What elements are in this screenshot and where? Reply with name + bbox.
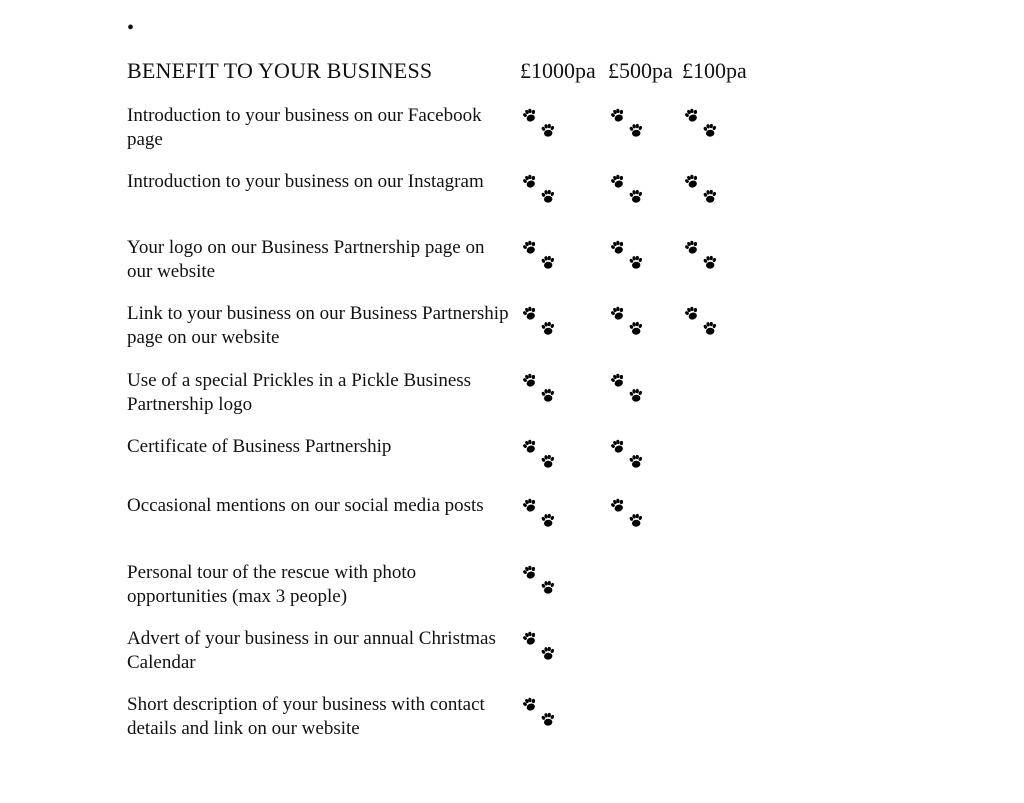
- benefit-text: Personal tour of the rescue with photo opportunities (max 3 people): [127, 562, 417, 607]
- paw-prints-icon: [682, 304, 722, 340]
- paw-prints-icon: [520, 238, 560, 274]
- benefit-text: Certificate of Business Partnership: [127, 436, 392, 457]
- paw-prints-icon: [520, 437, 560, 473]
- table-header-label: BENEFIT TO YOUR BUSINESS: [127, 58, 433, 83]
- paw-prints-icon: [682, 172, 722, 208]
- paw-prints-icon: [520, 629, 560, 665]
- benefit-text: Your logo on our Business Partnership page on our website: [127, 237, 485, 282]
- tier-header-100: £100pa: [682, 58, 747, 83]
- paw-prints-icon: [520, 172, 560, 208]
- benefit-text: Short description of your business with contact details and link on our website: [127, 694, 485, 739]
- paw-prints-icon: [682, 106, 722, 142]
- paw-prints-icon: [608, 371, 648, 407]
- paw-prints-icon: [608, 238, 648, 274]
- paw-prints-icon: [520, 695, 560, 731]
- paw-prints-icon: [608, 437, 648, 473]
- tier-header-1000: £1000pa: [520, 58, 596, 83]
- paw-prints-icon: [520, 304, 560, 340]
- paw-prints-icon: [608, 496, 648, 532]
- paw-prints-icon: [608, 106, 648, 142]
- bullet-dot: •: [127, 17, 135, 39]
- paw-prints-icon: [520, 371, 560, 407]
- paw-prints-icon: [608, 172, 648, 208]
- benefit-text: Link to your business on our Business Partnership page on our website: [127, 303, 509, 348]
- paw-prints-icon: [520, 496, 560, 532]
- tier-header-500: £500pa: [608, 58, 673, 83]
- paw-prints-icon: [520, 106, 560, 142]
- benefit-text: Introduction to your business on our Instagram: [127, 171, 484, 192]
- paw-prints-icon: [608, 304, 648, 340]
- benefit-text: Use of a special Prickles in a Pickle Business Partnership logo: [127, 370, 472, 415]
- benefit-text: Occasional mentions on our social media posts: [127, 495, 484, 516]
- paw-prints-icon: [520, 563, 560, 599]
- benefit-text: Introduction to your business on our Facebook page: [127, 105, 482, 150]
- paw-prints-icon: [682, 238, 722, 274]
- benefit-text: Advert of your business in our annual Christmas Calendar: [127, 628, 496, 673]
